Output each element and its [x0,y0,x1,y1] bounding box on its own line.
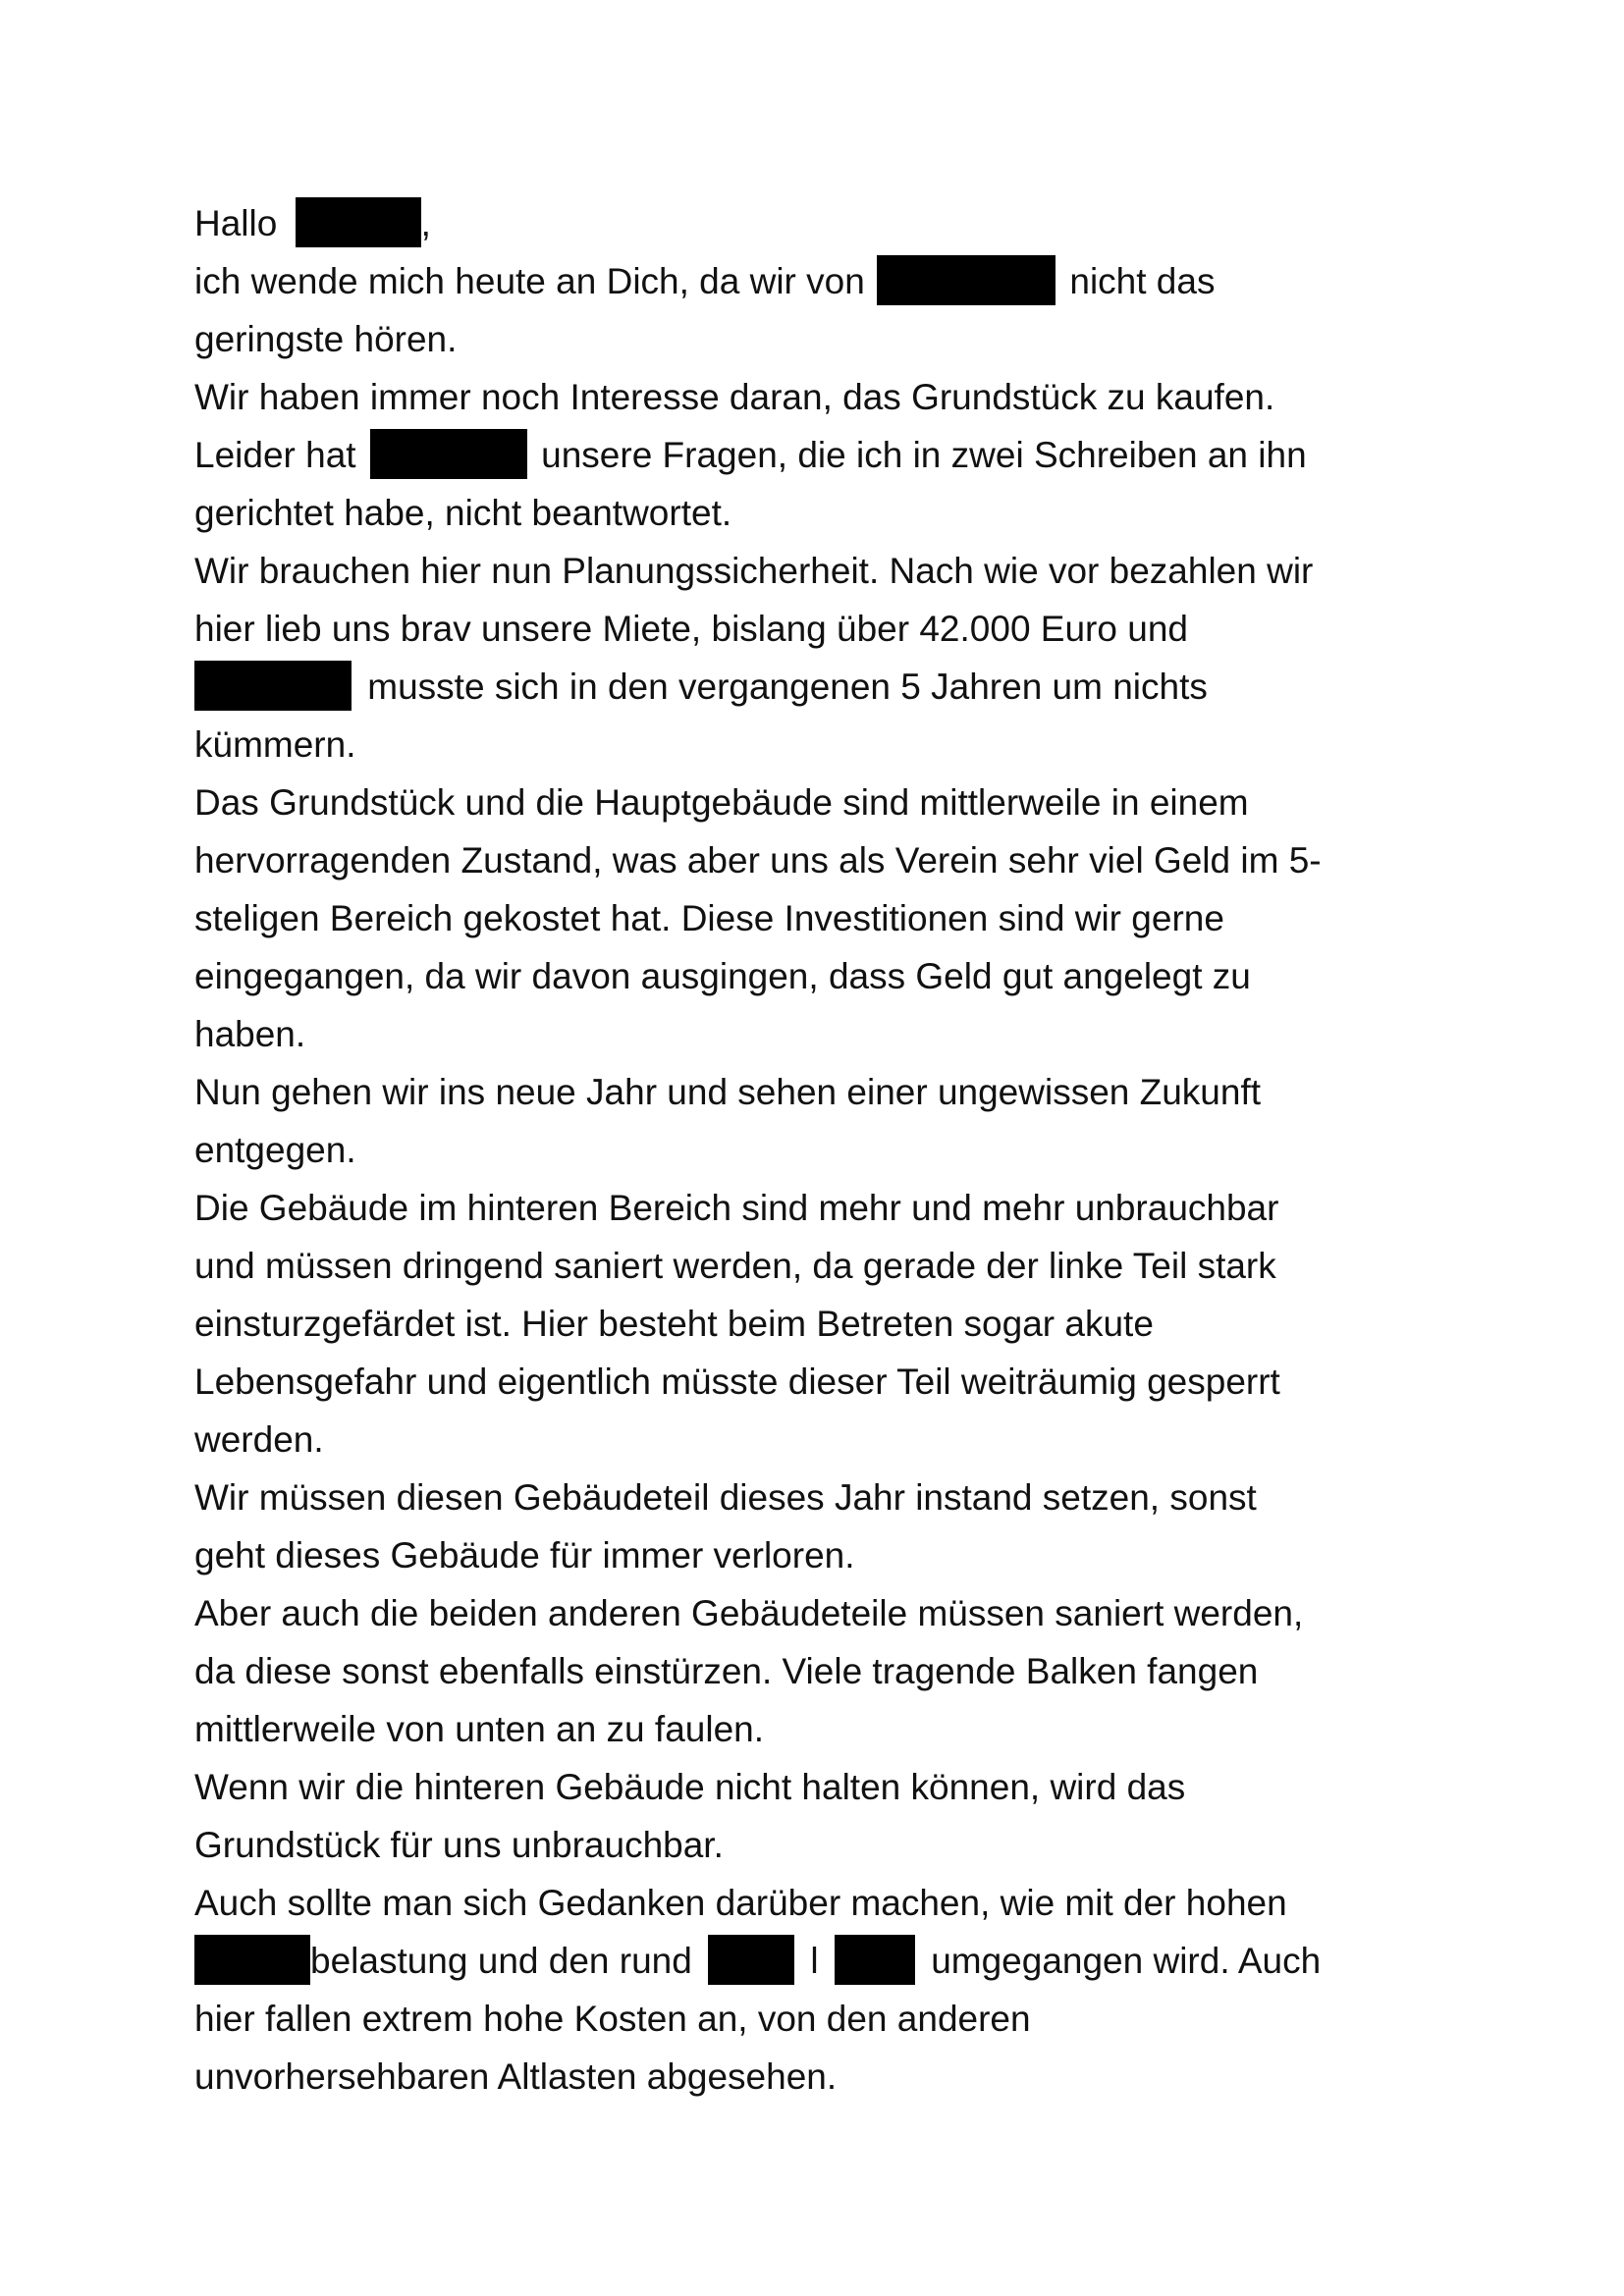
text-segment: Wir haben immer noch Interesse daran, das Grundstück zu kaufen. [194,377,1275,417]
text-line [194,1642,1451,1700]
text-line [194,774,1451,831]
text-segment: gerichtet habe, nicht beantwortet. [194,493,732,533]
letter-body [194,194,1451,2106]
text-line [194,1932,1451,1990]
text-line [194,831,1451,889]
text-segment: Wenn wir die hinteren Gebäude nicht halten können, wird das [194,1767,1186,1807]
text-line [194,542,1451,600]
text-segment: haben. [194,1014,306,1054]
text-line [194,1121,1451,1179]
redacted-name [877,255,1056,305]
text-segment: umgegangen wird. Auch [931,1941,1322,1981]
salutation-line [194,194,1451,252]
text-line [194,1179,1451,1237]
redacted-name [296,197,421,247]
text-line [194,1063,1451,1121]
text-segment: hervorragenden Zustand, was aber uns als Verein sehr viel Geld im 5- [194,840,1322,881]
text-line [194,1237,1451,1295]
text-segment: Die Gebäude im hinteren Bereich sind mehr und mehr unbrauchbar [194,1188,1279,1228]
text-segment: hier fallen extrem hohe Kosten an, von den anderen [194,1999,1031,2039]
text-line [194,1526,1451,1584]
text-segment: Wir brauchen hier nun Planungssicherheit. Nach wie vor bezahlen wir [194,551,1314,591]
text-line [194,1468,1451,1526]
text-line [194,368,1451,426]
redacted-name [370,429,527,479]
text-line [194,1295,1451,1353]
text-segment: geht dieses Gebäude für immer verloren. [194,1535,855,1575]
text-line [194,2048,1451,2106]
text-line [194,716,1451,774]
text-segment: l [810,1941,819,1981]
text-segment: geringste hören. [194,319,458,359]
text-line [194,947,1451,1005]
text-segment: Lebensgefahr und eigentlich müsste dieser Teil weiträumig gesperrt [194,1362,1280,1402]
text-segment: Wir müssen diesen Gebäudeteil dieses Jahr instand setzen, sonst [194,1477,1257,1518]
text-segment: einsturzgefärdet ist. Hier besteht beim Betreten sogar akute [194,1304,1154,1344]
text-line [194,252,1451,310]
salutation-text: Hallo [194,203,278,243]
text-line [194,1990,1451,2048]
text-segment: kümmern. [194,724,356,765]
text-line [194,1874,1451,1932]
redacted-word [835,1935,915,1985]
text-segment: entgegen. [194,1130,356,1170]
text-segment: da diese sonst ebenfalls einstürzen. Viele tragende Balken fangen [194,1651,1259,1691]
text-line [194,1700,1451,1758]
text-segment: unsere Fragen, die ich in zwei Schreiben an ihn [541,435,1307,475]
text-segment: unvorhersehbaren Altlasten abgesehen. [194,2056,838,2097]
text-line [194,426,1451,484]
text-line [194,1816,1451,1874]
redacted-name [194,661,352,711]
text-segment: mittlerweile von unten an zu faulen. [194,1709,765,1749]
text-segment: steligen Bereich gekostet hat. Diese Investitionen sind wir gerne [194,898,1224,938]
text-segment: musste sich in den vergangenen 5 Jahren um nichts [367,667,1208,707]
text-line [194,484,1451,542]
text-line [194,1758,1451,1816]
text-segment: hier lieb uns brav unsere Miete, bislang über 42.000 Euro und [194,609,1188,649]
text-line [194,1353,1451,1411]
text-segment: Aber auch die beiden anderen Gebäudeteile müssen saniert werden, [194,1593,1304,1633]
text-segment: und müssen dringend saniert werden, da gerade der linke Teil stark [194,1246,1276,1286]
text-segment: Auch sollte man sich Gedanken darüber machen, wie mit der hohen [194,1883,1287,1923]
text-line [194,1584,1451,1642]
text-line [194,889,1451,947]
salutation-comma: , [420,203,431,243]
redacted-word [194,1935,310,1985]
text-line [194,1411,1451,1468]
text-segment: Nun gehen wir ins neue Jahr und sehen einer ungewissen Zukunft [194,1072,1262,1112]
text-segment: ich wende mich heute an Dich, da wir von [194,261,865,301]
text-segment: Das Grundstück und die Hauptgebäude sind mittlerweile in einem [194,782,1249,823]
text-line [194,658,1451,716]
text-segment: belastung und den rund [310,1941,692,1981]
text-segment: Leider hat [194,435,356,475]
text-line [194,1005,1451,1063]
text-line [194,600,1451,658]
text-segment: eingegangen, da wir davon ausgingen, dass Geld gut angelegt zu [194,956,1251,996]
redacted-word [708,1935,794,1985]
text-line [194,310,1451,368]
text-segment: werden. [194,1419,324,1460]
text-segment: Grundstück für uns unbrauchbar. [194,1825,724,1865]
text-segment: nicht das [1069,261,1216,301]
